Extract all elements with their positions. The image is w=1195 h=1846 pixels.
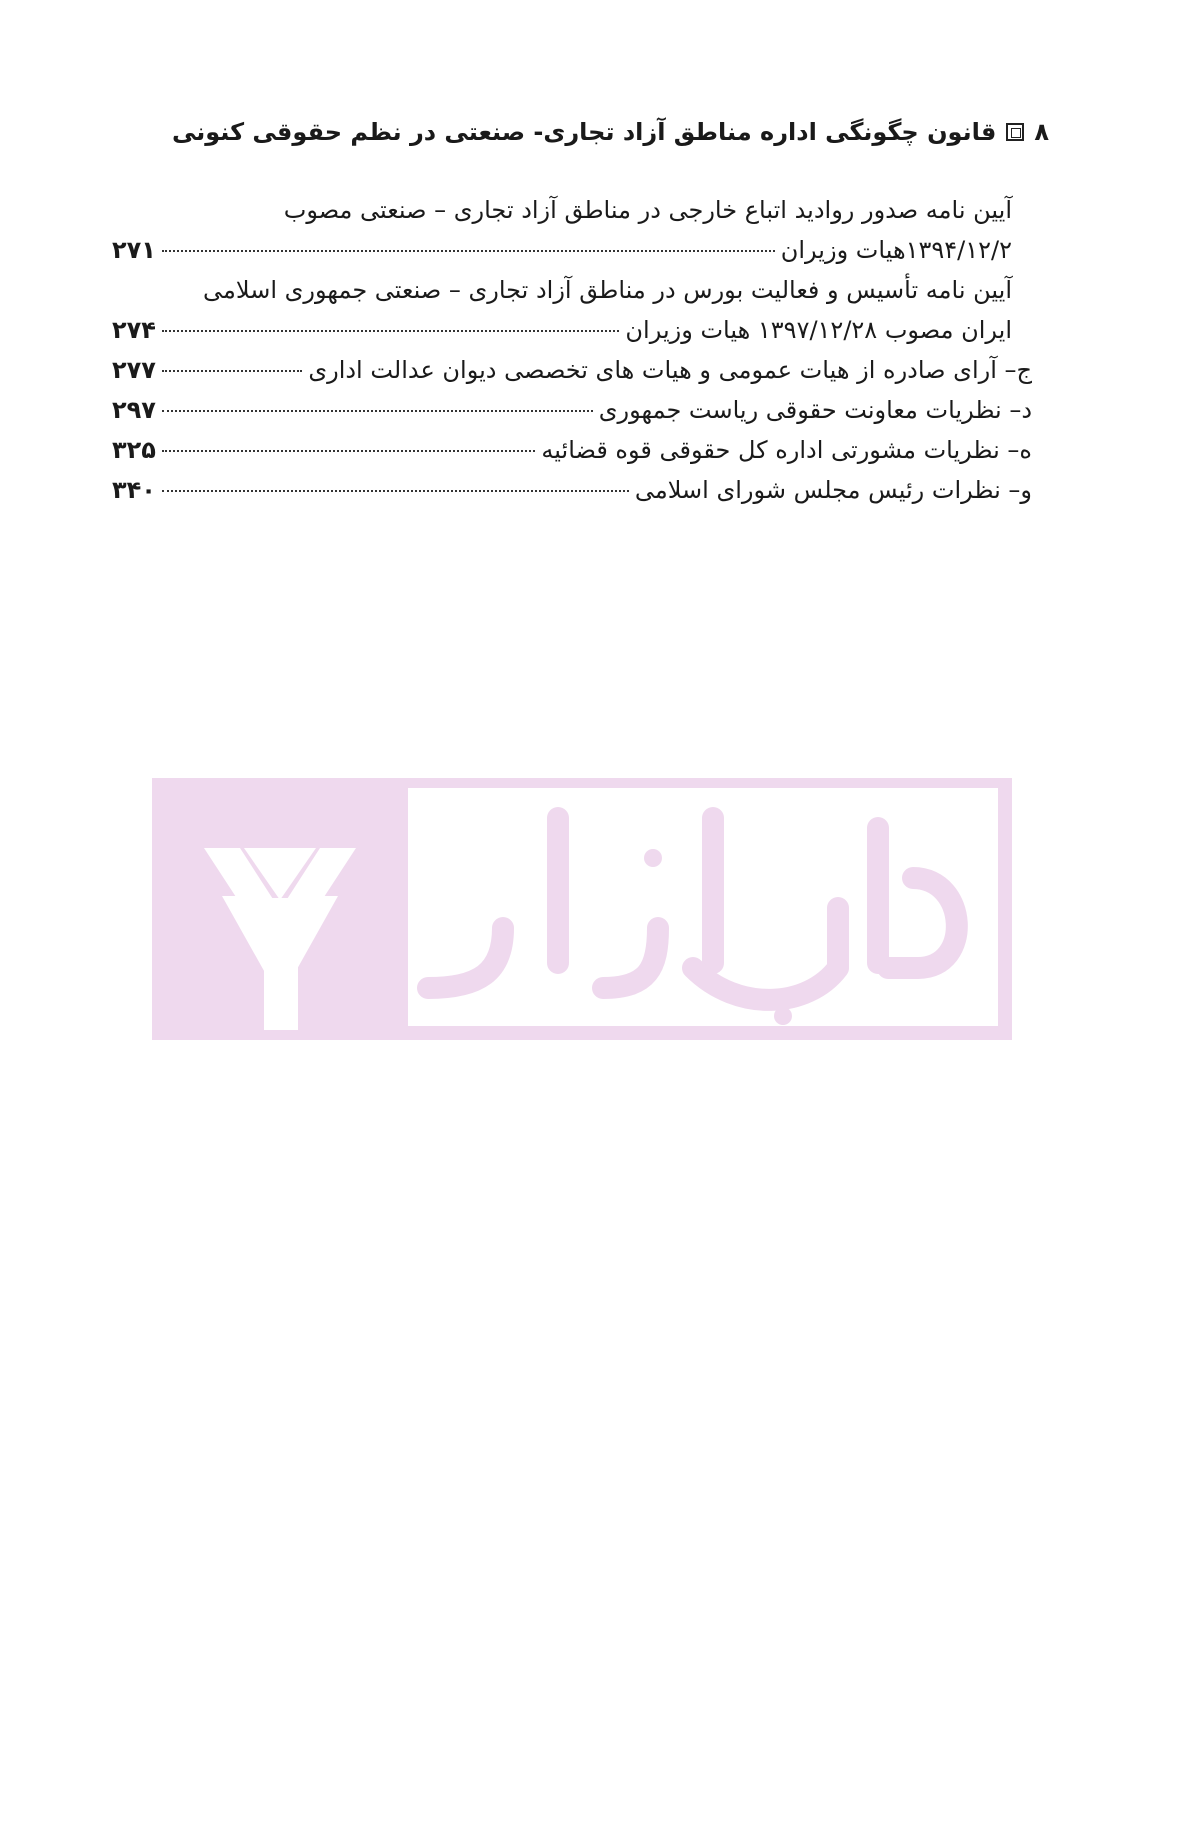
- page-header: [149, 118, 1049, 146]
- dot-leader: [162, 250, 775, 252]
- dot-leader: [162, 490, 629, 492]
- toc-page-number: ۲۷۱: [112, 236, 156, 264]
- toc-entry[interactable]: [112, 470, 1032, 510]
- trident-logo-icon: [152, 778, 408, 1040]
- page-number: ۸: [1034, 118, 1049, 146]
- toc-entry[interactable]: [112, 310, 1032, 350]
- toc-page-number: ۲۹۷: [112, 396, 156, 424]
- dot-leader: [162, 410, 593, 412]
- toc-entry-text: و– نظرات رئیس مجلس شورای اسلامی: [634, 476, 1032, 504]
- toc-page-number: ۲۷۴: [112, 316, 156, 344]
- toc-entry-text: آیین نامه صدور روادید اتباع خارجی در مناطق آزاد تجاری – صنعتی مصوب: [283, 196, 1012, 224]
- toc-entry[interactable]: [112, 230, 1032, 270]
- toc-page-number: ۳۴۰: [112, 476, 156, 504]
- toc-page-number: ۲۷۷: [112, 356, 156, 384]
- toc-entry-text: د– نظریات معاونت حقوقی ریاست جمهوری: [598, 396, 1032, 424]
- toc-entry-text: ج– آرای صادره از هیات عمومی و هیات های تخصصی دیوان عدالت اداری: [308, 356, 1032, 384]
- toc-entry-text: ۱۳۹۴/۱۲/۲هیات وزیران: [780, 236, 1012, 264]
- dot-leader: [162, 450, 535, 452]
- toc-page-number: ۳۲۵: [112, 436, 156, 464]
- toc-entry[interactable]: [112, 350, 1032, 390]
- dot-leader: [162, 330, 619, 332]
- square-bullet-icon: [1006, 123, 1024, 141]
- running-title: قانون چگونگی اداره مناطق آزاد تجاری- صنعتی در نظم حقوقی کنونی: [171, 118, 997, 146]
- toc-entry-line: [112, 270, 1032, 310]
- watermark-wordmark: [408, 788, 998, 1026]
- toc-entry[interactable]: [112, 430, 1032, 470]
- toc-entry-line: [112, 190, 1032, 230]
- watermark-text-box: [408, 788, 998, 1026]
- toc-entry[interactable]: [112, 390, 1032, 430]
- table-of-contents: [112, 190, 1032, 510]
- dot-leader: [162, 370, 302, 372]
- publisher-watermark: [152, 778, 1012, 1040]
- toc-entry-text: ایران مصوب ۱۳۹۷/۱۲/۲۸ هیات وزیران: [625, 316, 1012, 344]
- toc-entry-text: ه– نظریات مشورتی اداره کل حقوقی قوه قضائیه: [541, 436, 1032, 464]
- toc-entry-text: آیین نامه تأسیس و فعالیت بورس در مناطق آزاد تجاری – صنعتی جمهوری اسلامی: [203, 276, 1012, 304]
